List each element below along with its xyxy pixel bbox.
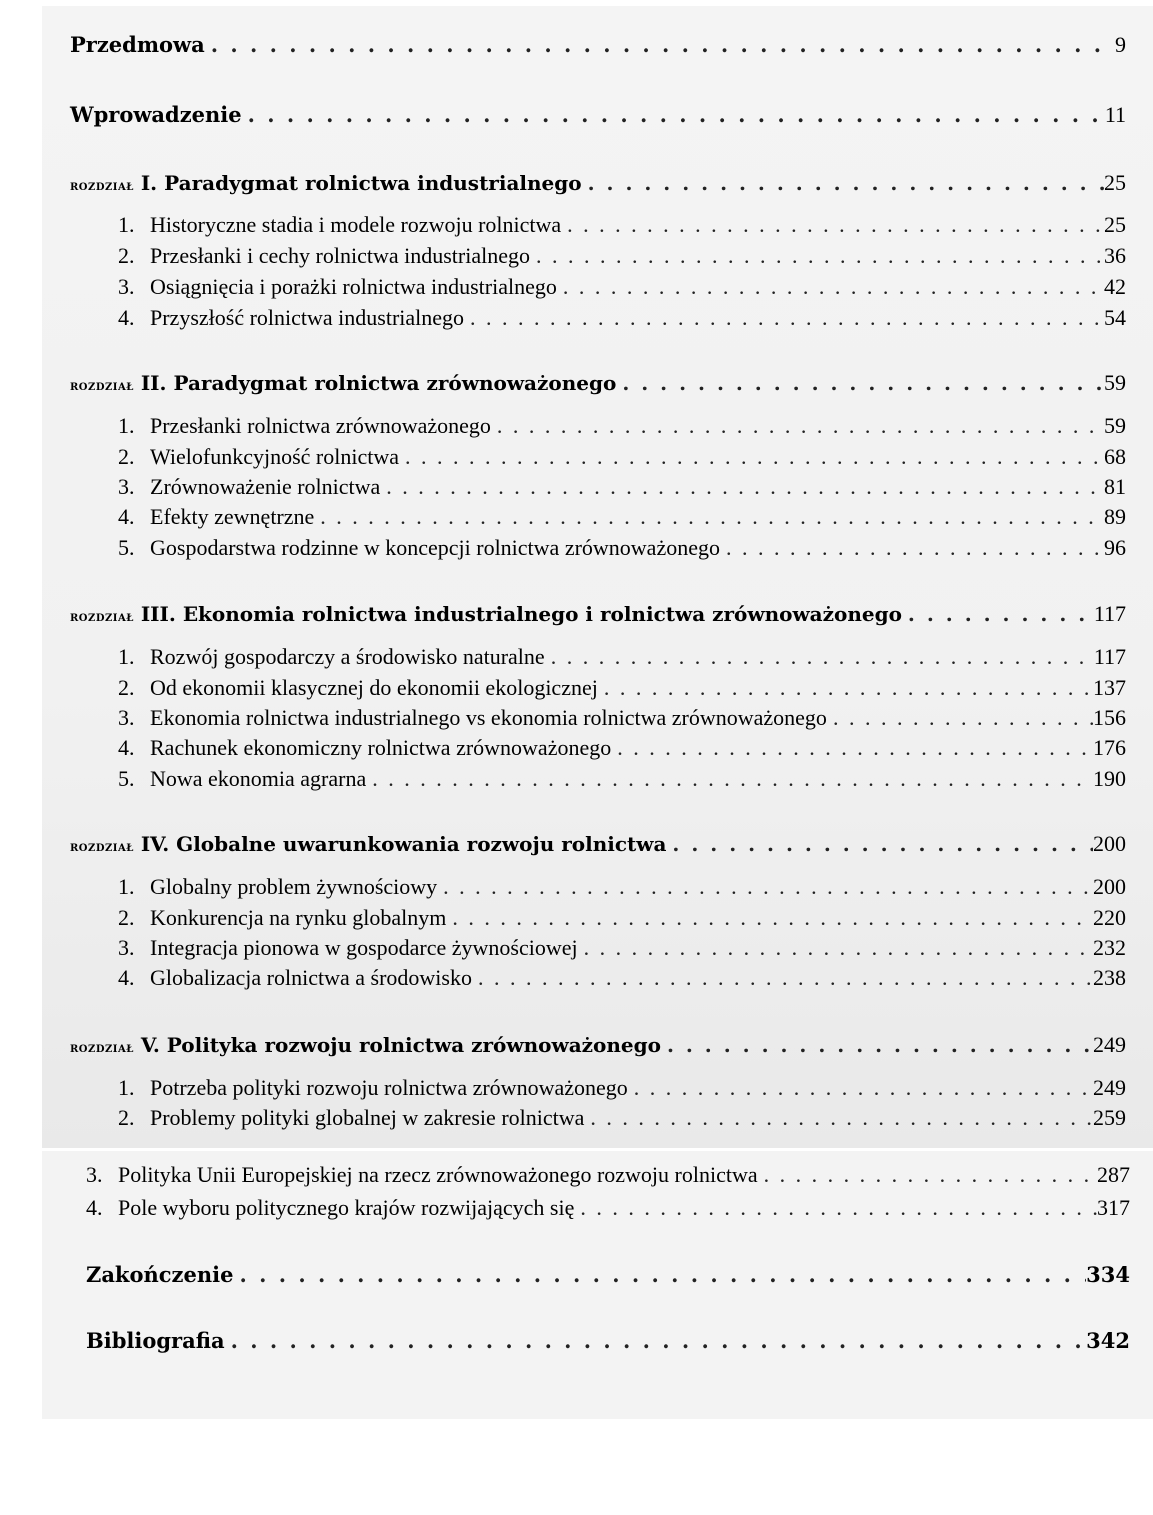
leader-dots bbox=[561, 212, 1104, 238]
section-page: 42 bbox=[1104, 274, 1126, 299]
toc-section[interactable] bbox=[118, 905, 1126, 931]
section-page: 137 bbox=[1093, 675, 1126, 700]
section-title: Globalizacja rolnictwa a środowisko bbox=[150, 965, 472, 990]
section-title: Osiągnięcia i porażki rolnictwa industrialnego bbox=[150, 274, 557, 299]
chapter-title: Globalne uwarunkowania rozwoju rolnictwa bbox=[176, 832, 667, 856]
section-title: Od ekonomii klasycznej do ekonomii ekologicznej bbox=[150, 675, 598, 700]
section-number: 1. bbox=[118, 212, 135, 237]
toc-section[interactable] bbox=[118, 1105, 1126, 1131]
chapter-title: Paradygmat rolnictwa industrialnego bbox=[164, 171, 582, 195]
entry-title: Bibliografia bbox=[86, 1328, 225, 1353]
section-number: 4. bbox=[86, 1195, 103, 1220]
section-number: 3. bbox=[118, 935, 135, 960]
toc-section[interactable] bbox=[118, 1075, 1126, 1101]
section-page: 25 bbox=[1104, 212, 1126, 237]
toc-section[interactable] bbox=[118, 535, 1126, 561]
section-page: 200 bbox=[1093, 874, 1126, 899]
leader-dots bbox=[661, 1033, 1093, 1057]
toc-section[interactable] bbox=[118, 474, 1126, 500]
leader-dots bbox=[464, 305, 1104, 331]
toc-section[interactable] bbox=[118, 504, 1126, 530]
section-page: 81 bbox=[1104, 474, 1126, 499]
toc-section[interactable] bbox=[118, 644, 1126, 670]
leader-dots bbox=[584, 1105, 1093, 1131]
section-page: 117 bbox=[1093, 644, 1126, 669]
entry-page: 342 bbox=[1086, 1328, 1130, 1353]
leader-dots bbox=[616, 371, 1104, 395]
section-page: 249 bbox=[1093, 1075, 1126, 1100]
leader-dots bbox=[574, 1195, 1097, 1221]
toc-section[interactable] bbox=[118, 212, 1126, 238]
section-number: 4. bbox=[118, 305, 135, 330]
section-title: Rozwój gospodarczy a środowisko naturalne bbox=[150, 644, 545, 669]
toc-section[interactable] bbox=[118, 305, 1126, 331]
section-number: 1. bbox=[118, 1075, 135, 1100]
leader-dots bbox=[233, 1262, 1086, 1287]
leader-dots bbox=[598, 675, 1093, 701]
toc-chapter-4[interactable] bbox=[70, 831, 1126, 857]
section-title: Przesłanki rolnictwa zrównoważonego bbox=[150, 413, 491, 438]
chapter-keyword: rozdział bbox=[70, 378, 134, 394]
chapter-keyword: rozdział bbox=[70, 1040, 134, 1056]
leader-dots bbox=[530, 243, 1104, 269]
leader-dots bbox=[582, 171, 1104, 195]
entry-title: Wprowadzenie bbox=[70, 102, 242, 127]
chapter-page: 117 bbox=[1093, 601, 1126, 626]
section-page: 238 bbox=[1093, 965, 1126, 990]
leader-dots bbox=[578, 935, 1093, 961]
leader-dots bbox=[314, 504, 1104, 530]
section-title: Problemy polityki globalnej w zakresie rolnictwa bbox=[150, 1105, 585, 1130]
leader-dots bbox=[225, 1328, 1087, 1353]
chapter-numeral: III. bbox=[140, 602, 176, 626]
toc-section[interactable] bbox=[86, 1162, 1130, 1188]
section-page: 259 bbox=[1093, 1105, 1126, 1130]
chapter-title: Ekonomia rolnictwa industrialnego i rolnictwa zrównoważonego bbox=[182, 602, 902, 626]
toc-section[interactable] bbox=[86, 1195, 1130, 1221]
section-title: Gospodarstwa rodzinne w koncepcji rolnictwa zrównoważonego bbox=[150, 535, 720, 560]
chapter-numeral: I. bbox=[140, 171, 158, 195]
section-title: Rachunek ekonomiczny rolnictwa zrównoważonego bbox=[150, 735, 612, 760]
section-number: 1. bbox=[118, 874, 135, 899]
leader-dots bbox=[902, 602, 1094, 626]
section-number: 5. bbox=[118, 535, 135, 560]
section-title: Historyczne stadia i modele rozwoju rolnictwa bbox=[150, 212, 562, 237]
toc-section[interactable] bbox=[118, 735, 1126, 761]
section-number: 2. bbox=[118, 905, 135, 930]
toc-section[interactable] bbox=[118, 274, 1126, 300]
toc-section[interactable] bbox=[118, 705, 1126, 731]
chapter-page: 200 bbox=[1093, 831, 1126, 856]
leader-dots bbox=[437, 874, 1093, 900]
toc-entry-zakonczenie[interactable] bbox=[86, 1262, 1130, 1287]
section-title: Pole wyboru politycznego krajów rozwijających się bbox=[118, 1195, 575, 1220]
section-page: 190 bbox=[1093, 766, 1126, 791]
section-page: 96 bbox=[1104, 535, 1126, 560]
chapter-numeral: II. bbox=[140, 371, 167, 395]
chapter-page: 59 bbox=[1104, 370, 1126, 395]
section-page: 156 bbox=[1093, 705, 1126, 730]
toc-section[interactable] bbox=[118, 243, 1126, 269]
section-number: 4. bbox=[118, 965, 135, 990]
section-number: 5. bbox=[118, 766, 135, 791]
leader-dots bbox=[242, 102, 1105, 127]
leader-dots bbox=[446, 905, 1093, 931]
leader-dots bbox=[366, 766, 1093, 792]
section-title: Konkurencja na rynku globalnym bbox=[150, 905, 447, 930]
section-page: 59 bbox=[1104, 413, 1126, 438]
leader-dots bbox=[472, 965, 1093, 991]
entry-page: 11 bbox=[1104, 102, 1126, 127]
section-page: 232 bbox=[1093, 935, 1126, 960]
leader-dots bbox=[827, 705, 1093, 731]
section-title: Polityka Unii Europejskiej na rzecz zrównoważonego rozwoju rolnictwa bbox=[118, 1162, 758, 1187]
section-page: 54 bbox=[1104, 305, 1126, 330]
toc-chapter-3[interactable] bbox=[70, 601, 1126, 627]
section-page: 220 bbox=[1093, 905, 1126, 930]
section-number: 3. bbox=[118, 274, 135, 299]
section-page: 36 bbox=[1104, 243, 1126, 268]
chapter-title: Polityka rozwoju rolnictwa zrównoważonego bbox=[166, 1033, 661, 1057]
toc-section[interactable] bbox=[118, 444, 1126, 470]
leader-dots bbox=[380, 474, 1104, 500]
section-number: 3. bbox=[118, 705, 135, 730]
toc-entry-wprowadzenie[interactable] bbox=[70, 102, 1126, 128]
leader-dots bbox=[545, 644, 1094, 670]
entry-title: Zakończenie bbox=[86, 1262, 234, 1287]
section-title: Ekonomia rolnictwa industrialnego vs ekonomia rolnictwa zrównoważonego bbox=[150, 705, 827, 730]
chapter-title: Paradygmat rolnictwa zrównoważonego bbox=[173, 371, 617, 395]
section-title: Integracja pionowa w gospodarce żywnościowej bbox=[150, 935, 578, 960]
section-title: Potrzeba polityki rozwoju rolnictwa zrównoważonego bbox=[150, 1075, 628, 1100]
toc-chapter-5[interactable] bbox=[70, 1032, 1126, 1058]
chapter-keyword: rozdział bbox=[70, 609, 134, 625]
leader-dots bbox=[611, 735, 1093, 761]
chapter-keyword: rozdział bbox=[70, 178, 134, 194]
section-title: Wielofunkcyjność rolnictwa bbox=[150, 444, 399, 469]
entry-page: 334 bbox=[1086, 1262, 1130, 1287]
toc-section[interactable] bbox=[118, 965, 1126, 991]
leader-dots bbox=[399, 444, 1104, 470]
section-title: Zrównoważenie rolnictwa bbox=[150, 474, 381, 499]
section-number: 2. bbox=[118, 243, 135, 268]
entry-title: Przedmowa bbox=[70, 32, 205, 57]
section-page: 176 bbox=[1093, 735, 1126, 760]
section-title: Przyszłość rolnictwa industrialnego bbox=[150, 305, 465, 330]
toc-chapter-2[interactable] bbox=[70, 370, 1126, 396]
toc-section[interactable] bbox=[118, 874, 1126, 900]
section-number: 4. bbox=[118, 504, 135, 529]
section-page: 89 bbox=[1104, 504, 1126, 529]
leader-dots bbox=[557, 274, 1104, 300]
section-page: 287 bbox=[1097, 1162, 1130, 1187]
chapter-keyword: rozdział bbox=[70, 839, 134, 855]
leader-dots bbox=[205, 32, 1115, 57]
toc-section[interactable] bbox=[118, 413, 1126, 439]
section-number: 2. bbox=[118, 1105, 135, 1130]
section-title: Globalny problem żywnościowy bbox=[150, 874, 438, 899]
leader-dots bbox=[628, 1075, 1093, 1101]
section-number: 2. bbox=[118, 675, 135, 700]
toc-section[interactable] bbox=[118, 675, 1126, 701]
chapter-numeral: IV. bbox=[140, 832, 170, 856]
section-number: 2. bbox=[118, 444, 135, 469]
section-title: Efekty zewnętrzne bbox=[150, 504, 315, 529]
chapter-page: 249 bbox=[1093, 1032, 1126, 1057]
entry-page: 9 bbox=[1115, 32, 1126, 57]
toc-entry-przedmowa[interactable] bbox=[70, 32, 1126, 58]
leader-dots bbox=[720, 535, 1104, 561]
toc-section[interactable] bbox=[118, 935, 1126, 961]
toc-chapter-1[interactable] bbox=[70, 170, 1126, 196]
section-number: 4. bbox=[118, 735, 135, 760]
toc-section[interactable] bbox=[118, 766, 1126, 792]
section-page: 317 bbox=[1097, 1195, 1130, 1220]
leader-dots bbox=[491, 413, 1104, 439]
chapter-numeral: V. bbox=[140, 1033, 160, 1057]
section-number: 1. bbox=[118, 413, 135, 438]
section-title: Nowa ekonomia agrarna bbox=[150, 766, 367, 791]
section-page: 68 bbox=[1104, 444, 1126, 469]
leader-dots bbox=[666, 832, 1093, 856]
section-number: 1. bbox=[118, 644, 135, 669]
toc-entry-bibliografia[interactable] bbox=[86, 1328, 1130, 1353]
section-number: 3. bbox=[86, 1162, 103, 1187]
chapter-page: 25 bbox=[1104, 170, 1126, 195]
section-number: 3. bbox=[118, 474, 135, 499]
leader-dots bbox=[758, 1162, 1097, 1188]
section-title: Przesłanki i cechy rolnictwa industrialnego bbox=[150, 243, 530, 268]
